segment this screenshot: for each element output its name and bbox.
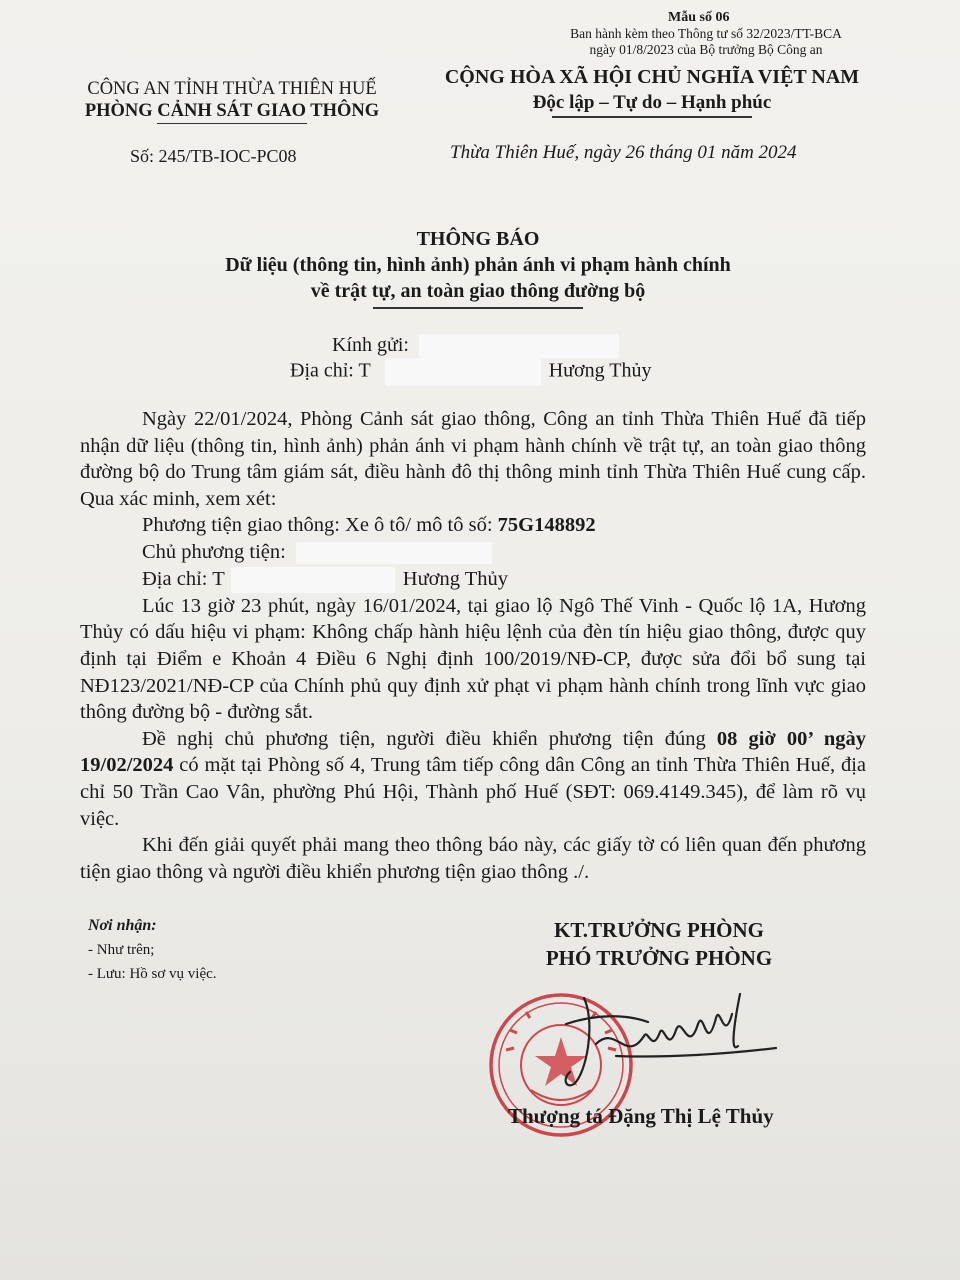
title-underline [373,307,583,309]
agency-header [40,78,424,124]
owner-address-suffix: Hương Thủy [402,567,509,590]
vehicle-plate: 75G148892 [497,514,596,537]
vehicle-label: Phương tiện giao thông: Xe ô tô/ mô tô số: [142,514,498,537]
nation-header [414,64,890,118]
agency-department: PHÒNG CẢNH SÁT GIAO THÔNG [84,101,380,121]
redacted-address [385,358,541,386]
form-number: Mẫu số 06 [668,10,730,25]
signer-name: Thượng tá Đặng Thị Lệ Thủy [508,1104,774,1128]
issuing-regulation-line2: ngày 01/8/2023 của Bộ trưởng Bộ Công an [589,42,823,57]
summons-text-a: Đề nghị chủ phương tiện, người điều khiển phương tiện đúng [142,727,717,750]
title-line1: Dữ liệu (thông tin, hình ảnh) phản ánh vi phạm hành chính [225,254,731,276]
receiver-item: - Lưu: Hồ sơ vụ việc. [88,966,217,982]
nation-motto: Độc lập – Tự do – Hạnh phúc [532,92,772,113]
address-prefix: T [358,359,371,382]
signature-title-line2: PHÓ TRƯỞNG PHÒNG [545,946,773,970]
receivers-heading: Nơi nhận: [88,917,157,934]
agency-parent: CÔNG AN TỈNH THỪA THIÊN HUẾ [87,79,377,99]
vehicle-line [80,512,866,539]
document-date: Thừa Thiên Huế, ngày 26 tháng 01 năm 2024 [450,142,797,163]
signature-title [504,916,814,972]
issuing-regulation [536,26,876,58]
owner-label: Chủ phương tiện: [142,540,286,563]
nation-name: CỘNG HÒA XÃ HỘI CHỦ NGHĨA VIỆT NAM [444,66,860,88]
redacted-owner [296,542,492,564]
paragraph-summons [80,726,866,832]
paragraph-received: Ngày 22/01/2024, Phòng Cảnh sát giao thông, Công an tỉnh Thừa Thiên Huế đã tiếp nhận dữ liệu (thông tin, hình ảnh) phản ánh vi phạm hành chính về trật tự, an toàn giao thông đường bộ do Trung tâm giám sát, điều hành đô thị thông minh tỉnh Thừa Thiên Huế cung cấp. Qua xác minh, xem xét: [80,408,866,510]
summons-text-b: có mặt tại Phòng số 4, Trung tâm tiếp công dân Công an tỉnh Thừa Thiên Huế, địa chỉ 50 Trần Cao Vân, phường Phú Hội, Thành phố Huế (SĐT: 069.4149.345), để làm rõ vụ việc. [80,754,866,830]
agency-underline [157,123,307,124]
motto-underline [552,116,752,118]
notice-body [80,406,866,885]
owner-address-label: Địa chỉ: [142,567,208,590]
document-title [60,226,896,309]
owner-address-prefix: T [212,567,225,590]
document-number: Số: 245/TB-IOC-PC08 [130,146,297,166]
recipient-address-line [290,358,651,386]
handwritten-signature-icon [556,984,786,1094]
address-label: Địa chỉ: [290,359,354,382]
recipient-label: Kính gửi: [332,334,409,356]
redacted-owner-address [231,567,395,593]
signature-title-line1: KT.TRƯỞNG PHÒNG [554,918,764,942]
paragraph-requirements: Khi đến giải quyết phải mang theo thông báo này, các giấy tờ có liên quan đến phương tiện giao thông và người điều khiển phương tiện giao thông ./. [80,834,866,883]
paragraph-violation: Lúc 13 giờ 23 phút, ngày 16/01/2024, tại giao lộ Ngô Thế Vinh - Quốc lộ 1A, Hương Thủy có dấu hiệu vi phạm: Không chấp hành hiệu lệnh của đèn tín hiệu giao thông, được quy định tại Điểm e Khoản 4 Điều 6 Nghị định 100/2019/NĐ-CP, được sửa đổi bổ sung tại NĐ123/2021/NĐ-CP của Chính phủ quy định xử phạt vi phạm hành chính trong lĩnh vực giao thông đường bộ - đường sắt. [80,594,866,724]
title-line2: về trật tự, an toàn giao thông đường bộ [310,280,646,302]
recipient-line [332,334,619,358]
receiver-item: - Như trên; [88,942,155,958]
redacted-recipient [419,334,619,358]
issuing-regulation-line1: Ban hành kèm theo Thông tư số 32/2023/TT-BCA [570,26,842,41]
summons-time: 08 giờ 00’ ngày 19/02/2024 [80,727,866,777]
owner-address-line [80,566,866,593]
address-suffix: Hương Thủy [548,359,652,382]
owner-line [80,539,866,566]
receivers-block [88,914,217,986]
title-main: THÔNG BÁO [416,228,540,250]
